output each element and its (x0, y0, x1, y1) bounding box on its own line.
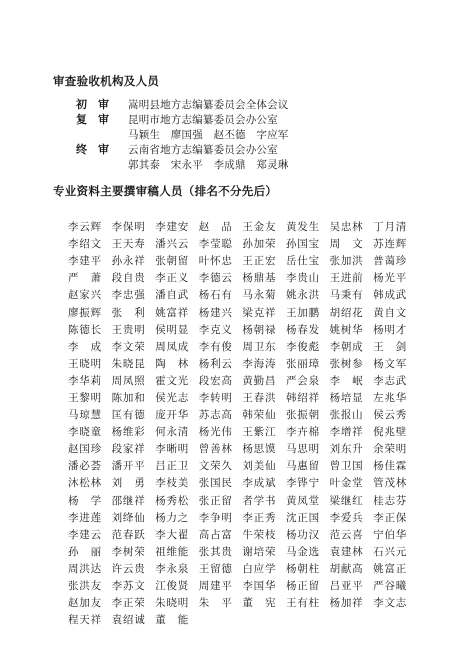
name-row (68, 338, 417, 355)
person-name: 王留德 (198, 562, 233, 575)
person-name: 张朝留 (155, 255, 190, 268)
person-name: 岳仕宝 (285, 255, 320, 268)
person-name: 周建平 (198, 580, 233, 593)
person-name: 江俊贤 (155, 580, 190, 593)
person-name: 杨思馍 (242, 443, 277, 456)
person-name: 李志武 (373, 374, 408, 387)
name-row (68, 303, 417, 320)
person-name: 赵加友 (68, 597, 102, 610)
person-name: 王黎明 (68, 391, 102, 404)
person-name: 余荣明 (373, 443, 408, 456)
person-name: 李苏文 (111, 580, 146, 593)
person-name: 李正保 (373, 511, 408, 524)
person-name: 李朝成 (329, 340, 364, 353)
person-name: 李绍文 (68, 238, 102, 251)
person-name: 周凤照 (111, 374, 146, 387)
person-name: 梁克祥 (242, 306, 277, 319)
person-name: 廖振辉 (68, 306, 102, 319)
person-name: 赵国珍 (68, 443, 102, 456)
person-name: 胡绍花 (329, 306, 364, 319)
person-name: 范春跃 (111, 528, 146, 541)
person-name: 左兆华 (373, 391, 408, 404)
person-name: 张振朝 (285, 409, 320, 422)
person-name: 赵家兴 (68, 289, 102, 302)
person-name: 李有俊 (198, 340, 233, 353)
person-name: 潘开平 (111, 460, 146, 473)
person-name: 李德云 (198, 272, 233, 285)
name-row (68, 372, 417, 389)
person-name: 袁绍诚 (111, 614, 146, 627)
person-name: 李大翟 (155, 528, 190, 541)
section-heading-writers: 专业资料主要撰审稿人员（排名不分先后） (53, 184, 278, 198)
person-name: 李云辉 (68, 221, 102, 234)
name-row (68, 474, 417, 491)
person-name: 曾善林 (198, 443, 233, 456)
person-name: 周洪达 (68, 562, 102, 575)
person-name: 李克义 (198, 323, 233, 336)
person-name: 杨光平 (373, 272, 408, 285)
person-name: 曾卫国 (329, 460, 364, 473)
person-name: 桂志芬 (373, 494, 408, 507)
name-row (68, 492, 417, 509)
person-name: 杨正留 (285, 580, 320, 593)
person-name: 王春洪 (242, 391, 277, 404)
final-review-body: 云南省地方志编纂委员会办公室 (128, 144, 278, 156)
person-name: 杨力之 (155, 511, 190, 524)
name-row (68, 235, 417, 252)
name-row (68, 218, 417, 235)
person-name: 石兴元 (373, 545, 408, 558)
person-name: 李莹聪 (198, 238, 233, 251)
name-row (68, 440, 417, 457)
person-name: 刘东升 (329, 443, 364, 456)
person-name: 韩绍祥 (285, 391, 320, 404)
person-name: 谢培荣 (242, 545, 277, 558)
name-row (68, 355, 417, 372)
person-name: 潘兴云 (155, 238, 190, 251)
name-row (68, 286, 417, 303)
person-name: 马金选 (285, 545, 320, 558)
person-name: 杨明才 (373, 323, 408, 336)
person-name: 许云贵 (111, 562, 146, 575)
person-name: 段自贵 (111, 272, 146, 285)
person-name: 陶 林 (155, 357, 190, 370)
section-heading-review: 审查验收机构及人员 (53, 74, 160, 88)
person-name: 周卫东 (242, 340, 277, 353)
person-name: 李成斌 (242, 477, 277, 490)
person-name: 文荣久 (198, 460, 233, 473)
person-name: 高占富 (198, 528, 233, 541)
person-name: 李进莲 (68, 511, 102, 524)
person-name: 孙加荣 (242, 238, 277, 251)
person-name: 叶金堂 (329, 477, 364, 490)
name-row (68, 269, 417, 286)
person-name: 吴忠林 (329, 221, 364, 234)
person-name: 侯光志 (155, 391, 190, 404)
person-name: 杨朝禄 (242, 323, 277, 336)
person-name: 祖维能 (155, 545, 190, 558)
name-row (68, 406, 417, 423)
person-name: 李 岷 (329, 374, 364, 387)
person-name: 张 利 (111, 306, 146, 319)
person-name: 范云喜 (329, 528, 364, 541)
person-name: 李枝美 (155, 477, 190, 490)
person-name: 李海涛 (242, 357, 277, 370)
person-name: 王金友 (242, 221, 277, 234)
person-name: 李正秀 (242, 511, 277, 524)
person-name: 马永菊 (242, 289, 277, 302)
person-name: 王贵明 (111, 323, 146, 336)
final-review-members: 郭其泰 宋永平 李成鼎 郑灵琳 (128, 159, 289, 171)
person-name: 李卉棉 (285, 426, 320, 439)
person-name: 苏连辉 (373, 238, 408, 251)
person-name: 黄凤堂 (285, 494, 320, 507)
person-name: 王晓明 (68, 357, 102, 370)
person-name: 王正宏 (242, 255, 277, 268)
person-name: 李贵山 (285, 272, 320, 285)
person-name: 杨文军 (373, 357, 408, 370)
person-name: 严谷曦 (373, 580, 408, 593)
person-name: 周凤成 (155, 340, 190, 353)
person-name: 马琼慧 (68, 409, 102, 422)
person-name: 吕亚平 (329, 580, 364, 593)
person-name: 何永清 (155, 426, 190, 439)
person-name: 张洪友 (68, 580, 102, 593)
person-name: 孙国宝 (285, 238, 320, 251)
person-name: 霍文光 (155, 374, 190, 387)
person-name: 孙 丽 (68, 545, 102, 558)
person-name: 杨朝柱 (285, 562, 320, 575)
person-name: 张报山 (329, 409, 364, 422)
name-row (68, 594, 417, 611)
person-name: 黄发生 (285, 221, 320, 234)
person-name: 李文荣 (111, 340, 146, 353)
person-name: 王加鹏 (285, 306, 320, 319)
person-name: 李永泉 (155, 562, 190, 575)
name-row (68, 252, 417, 269)
person-name: 杨秀松 (155, 494, 190, 507)
person-name: 张加洪 (329, 255, 364, 268)
person-name: 杨 学 (68, 494, 102, 507)
person-name: 严 萧 (68, 272, 102, 285)
person-name: 杨佳霖 (373, 460, 408, 473)
person-name: 王 剑 (373, 340, 408, 353)
person-name: 张正留 (198, 494, 233, 507)
person-name: 袁建林 (329, 545, 364, 558)
person-name: 匡有德 (111, 409, 146, 422)
person-name: 王天寿 (111, 238, 146, 251)
person-name: 牛荣枝 (242, 528, 277, 541)
person-name: 李俊彪 (285, 340, 320, 353)
person-name: 侯云秀 (373, 409, 408, 422)
person-name: 张树参 (329, 357, 364, 370)
label-first-review: 初 审 (76, 98, 109, 111)
person-name: 姚永洪 (285, 289, 320, 302)
person-name: 杨培显 (329, 391, 364, 404)
person-name: 黄勤昌 (242, 374, 277, 387)
person-name: 宁伯华 (373, 528, 408, 541)
person-name: 王紫江 (242, 426, 277, 439)
person-name: 张国民 (198, 477, 233, 490)
person-name: 陈加和 (111, 391, 146, 404)
person-name: 苏志高 (198, 409, 233, 422)
person-name: 段宏高 (198, 374, 233, 387)
person-name: 沈正国 (285, 511, 320, 524)
person-name: 董 能 (155, 614, 190, 627)
person-name: 姚富正 (373, 562, 408, 575)
person-name: 杨维彩 (111, 426, 146, 439)
person-name: 李正荣 (111, 597, 146, 610)
name-row (68, 457, 417, 474)
person-name: 李建安 (155, 221, 190, 234)
person-name: 朱 平 (198, 597, 233, 610)
person-name: 张其贵 (198, 545, 233, 558)
person-name: 杨石有 (198, 289, 233, 302)
first-review-body: 嵩明县地方志编纂委员会全体会议 (128, 99, 289, 111)
person-name: 王有柱 (285, 597, 320, 610)
person-name: 马思明 (285, 443, 320, 456)
name-row (68, 321, 417, 338)
person-name: 普蔼珍 (373, 255, 408, 268)
person-name: 李树荣 (111, 545, 146, 558)
person-name: 李建平 (68, 255, 102, 268)
person-name: 刘美仙 (242, 460, 277, 473)
person-name: 吕正卫 (155, 460, 190, 473)
person-name: 杨功汉 (285, 528, 320, 541)
person-name: 姚树华 (329, 323, 364, 336)
person-name: 邵继祥 (111, 494, 146, 507)
person-name: 韩成武 (373, 289, 408, 302)
label-final-review: 终 审 (76, 143, 109, 156)
person-name: 韩荣仙 (242, 409, 277, 422)
person-name: 张丽璋 (285, 357, 320, 370)
person-name: 朱晓昆 (111, 357, 146, 370)
person-name: 梁继红 (329, 494, 364, 507)
person-name: 朱晓明 (155, 597, 190, 610)
person-name: 王进前 (329, 272, 364, 285)
name-row (68, 560, 417, 577)
person-name: 杨光伟 (198, 426, 233, 439)
name-row (68, 543, 417, 560)
person-name: 李爱兵 (329, 511, 364, 524)
person-name: 马秉有 (329, 289, 364, 302)
person-name: 杨加祥 (329, 597, 364, 610)
person-name: 白应学 (242, 562, 277, 575)
second-review-body: 昆明市地方志编纂委员会办公室 (128, 114, 278, 126)
name-row (68, 389, 417, 406)
person-name: 陈德长 (68, 323, 102, 336)
person-name: 潘必荟 (68, 460, 102, 473)
person-name: 丁月清 (373, 221, 408, 234)
person-name: 李建云 (68, 528, 102, 541)
person-name: 黄自文 (373, 306, 408, 319)
person-name: 严会泉 (285, 374, 320, 387)
person-name: 胡献高 (329, 562, 364, 575)
person-name: 叶怀忠 (198, 255, 233, 268)
person-name: 者学书 (242, 494, 277, 507)
person-name: 李国华 (242, 580, 277, 593)
person-name: 程天祥 (68, 614, 102, 627)
person-name: 李忠强 (111, 289, 146, 302)
person-name: 董 宪 (242, 597, 277, 610)
person-name: 李晓童 (68, 426, 102, 439)
person-name: 倪兆壁 (373, 426, 408, 439)
person-name: 侯明显 (155, 323, 190, 336)
person-name: 管茂林 (373, 477, 408, 490)
person-name: 李华莉 (68, 374, 102, 387)
writer-name-list (68, 218, 417, 628)
person-name: 李铧宁 (285, 477, 320, 490)
person-name: 李晰明 (155, 443, 190, 456)
person-name: 杨利云 (198, 357, 233, 370)
person-name: 庞开华 (155, 409, 190, 422)
name-row (68, 611, 417, 628)
person-name: 刘绛仙 (111, 511, 146, 524)
person-name: 李正义 (155, 272, 190, 285)
person-name: 潘自武 (155, 289, 190, 302)
person-name: 李增祥 (329, 426, 364, 439)
person-name: 周 文 (329, 238, 364, 251)
person-name: 李 成 (68, 340, 102, 353)
second-review-members: 马颖生 廖国强 赵丕德 字应军 (128, 129, 289, 141)
person-name: 段家祥 (111, 443, 146, 456)
person-name: 孙永祥 (111, 255, 146, 268)
person-name: 马惠留 (285, 460, 320, 473)
person-name: 杨春发 (285, 323, 320, 336)
name-row (68, 577, 417, 594)
person-name: 李转明 (198, 391, 233, 404)
name-row (68, 526, 417, 543)
name-row (68, 509, 417, 526)
person-name: 李文志 (373, 597, 408, 610)
person-name: 杨鼎基 (242, 272, 277, 285)
person-name: 李争明 (198, 511, 233, 524)
person-name: 李保明 (111, 221, 146, 234)
name-row (68, 423, 417, 440)
person-name: 姚富祥 (155, 306, 190, 319)
person-name: 沐松林 (68, 477, 102, 490)
person-name: 赵 品 (198, 221, 233, 234)
person-name: 杨建兴 (198, 306, 233, 319)
label-second-review: 复 审 (76, 113, 109, 126)
person-name: 刘 勇 (111, 477, 146, 490)
